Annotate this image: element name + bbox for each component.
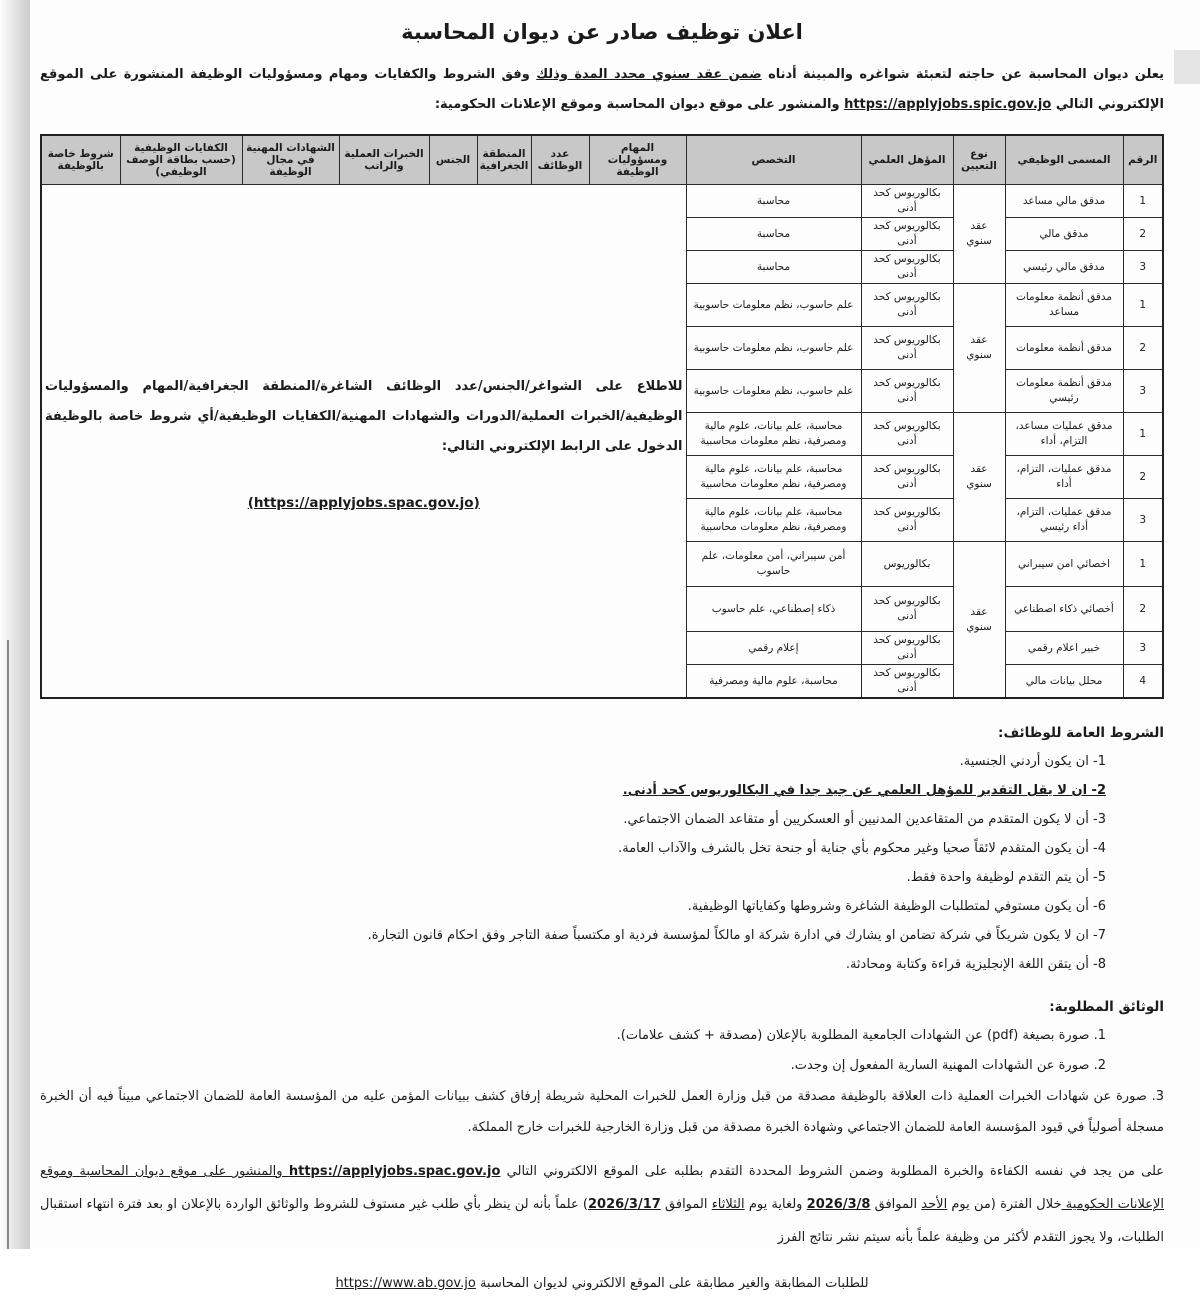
condition-item: 5- أن يتم التقدم لوظيفة واحدة فقط. bbox=[906, 870, 1106, 885]
applyjobs-table-link[interactable]: (https://applyjobs.spac.gov.jo) bbox=[247, 494, 480, 511]
end-day: الثلاثاء bbox=[711, 1197, 745, 1212]
col-header-job-title: المسمى الوظيفي bbox=[1005, 135, 1123, 185]
cell-job-title: مدقق عمليات مساعد، التزام، أداء bbox=[1005, 413, 1123, 456]
cell-specialization: محاسبة bbox=[686, 251, 861, 284]
condition-item: 6- أن يكون مستوفي لمتطلبات الوظيفة الشاغرة وشروطها وكفاياتها الوظيفية. bbox=[687, 899, 1106, 914]
table-row bbox=[41, 185, 1163, 218]
cell-qualification: بكالوريوس كحد أدنى bbox=[861, 587, 953, 632]
cell-number: 4 bbox=[1123, 665, 1163, 699]
document-item: 1. صورة بصيغة (pdf) عن الشهادات الجامعية المطلوبة بالإعلان (مصدقة + كشف علامات). bbox=[616, 1028, 1106, 1043]
closing-text-6: ) علماً بأنه لن ينظر بأي طلب غير مستوف للشروط والوثائق الواردة بالإعلان او بعد فترة انتهاء استقبال الطلبات، ولا يجوز التقدم لأكثر من وظيفة علماً بأنه سيتم نشر نتائج الفرز bbox=[40, 1197, 1164, 1245]
document-item: 2. صورة عن الشهادات المهنية السارية المفعول إن وجدت. bbox=[790, 1058, 1106, 1073]
page-title: اعلان توظيف صادر عن ديوان المحاسبة bbox=[401, 20, 803, 44]
cell-number: 2 bbox=[1123, 456, 1163, 499]
info-merged-cell bbox=[41, 185, 686, 699]
intro-text-1: يعلن ديوان المحاسبة عن حاجته لتعبئة شواغره والمبينة أدناه bbox=[761, 67, 1165, 82]
cell-job-title: أخصائي ذكاء اصطناعي bbox=[1005, 587, 1123, 632]
cell-number: 2 bbox=[1123, 327, 1163, 370]
cell-qualification: بكالوريوس كحد أدنى bbox=[861, 327, 953, 370]
col-header-duties: المهام ومسؤوليات الوظيفة bbox=[589, 135, 686, 185]
cell-qualification: بكالوريوس كحد أدنى bbox=[861, 284, 953, 327]
general-conditions-section bbox=[40, 725, 1164, 979]
cell-qualification: بكالوريوس كحد أدنى bbox=[861, 251, 953, 284]
col-header-appointment-type: نوع التعيين bbox=[953, 135, 1005, 185]
cell-number: 2 bbox=[1123, 218, 1163, 251]
cell-number: 3 bbox=[1123, 370, 1163, 413]
closing-underlined-publish: والمنشور على موقع ديوان المحاسبة وموقع الإعلانات الحكومية bbox=[40, 1164, 1164, 1212]
end-date: 2026/3/17 bbox=[588, 1197, 661, 1212]
closing-text-1: على من يجد في نفسه الكفاءة والخبرة المطلوبة وضمن الشروط المحددة التقدم بطلبه على الموقع الالكتروني التالي bbox=[500, 1164, 1165, 1179]
col-header-gender: الجنس bbox=[429, 135, 477, 185]
intro-paragraph bbox=[40, 60, 1164, 120]
cell-job-title: محلل بيانات مالي bbox=[1005, 665, 1123, 699]
cell-qualification: بكالوريوس bbox=[861, 542, 953, 587]
closing-final-text: للطلبات المطابقة والغير مطابقة على الموقع الالكتروني لديوان المحاسبة bbox=[475, 1276, 869, 1291]
cell-qualification: بكالوريوس كحد أدنى bbox=[861, 456, 953, 499]
cell-specialization: علم حاسوب، نظم معلومات حاسوبية bbox=[686, 327, 861, 370]
closing-final-line bbox=[40, 1267, 1164, 1300]
cell-specialization: أمن سيبراني، أمن معلومات، علم حاسوب bbox=[686, 542, 861, 587]
closing-text-5: الموافق bbox=[660, 1197, 712, 1212]
cell-specialization: محاسبة، علم بيانات، علوم مالية ومصرفية، نظم معلومات محاسبية bbox=[686, 499, 861, 542]
closing-text-4: ولغاية يوم bbox=[744, 1197, 807, 1212]
cell-appointment-type: عقد سنوي bbox=[953, 185, 1005, 284]
required-documents-heading: الوثائق المطلوبة: bbox=[1049, 999, 1164, 1015]
cell-job-title: مدقق أنظمة معلومات bbox=[1005, 327, 1123, 370]
cell-qualification: بكالوريوس كحد أدنى bbox=[861, 413, 953, 456]
cell-specialization: محاسبة bbox=[686, 185, 861, 218]
cell-specialization: محاسبة bbox=[686, 218, 861, 251]
cell-specialization: محاسبة، علم بيانات، علوم مالية ومصرفية، نظم معلومات محاسبية bbox=[686, 413, 861, 456]
required-documents-section bbox=[40, 999, 1164, 1143]
col-header-number: الرقم bbox=[1123, 135, 1163, 185]
cell-job-title: مدقق مالي رئيسي bbox=[1005, 251, 1123, 284]
cell-specialization: علم حاسوب، نظم معلومات حاسوبية bbox=[686, 284, 861, 327]
col-header-competencies: الكفايات الوظيفية (حسب بطاقة الوصف الوظيفي) bbox=[120, 135, 242, 185]
cell-specialization: محاسبة، علوم مالية ومصرفية bbox=[686, 665, 861, 699]
col-header-experience-salary: الخبرات العملية والراتب bbox=[339, 135, 429, 185]
cell-job-title: مدقق عمليات، التزام، أداء bbox=[1005, 456, 1123, 499]
cell-appointment-type: عقد سنوي bbox=[953, 542, 1005, 699]
table-header-row bbox=[41, 135, 1163, 185]
cell-appointment-type: عقد سنوي bbox=[953, 413, 1005, 542]
applyjobs-link[interactable]: https://applyjobs.spic.gov.jo bbox=[844, 97, 1052, 112]
audit-bureau-site-link[interactable]: https://www.ab.gov.jo bbox=[335, 1276, 476, 1291]
vacancies-table bbox=[40, 134, 1164, 699]
condition-item: 7- ان لا يكون شريكاً في شركة تضامن او يشارك في ادارة شركة او مالكاً لمؤسسة فردية او مكتسباً صفة التاجر وفق احكام قانون التجارة. bbox=[367, 928, 1106, 943]
cell-job-title: مدقق مالي bbox=[1005, 218, 1123, 251]
cell-specialization: ذكاء إصطناعي، علم حاسوب bbox=[686, 587, 861, 632]
cell-appointment-type: عقد سنوي bbox=[953, 284, 1005, 413]
cell-qualification: بكالوريوس كحد أدنى bbox=[861, 632, 953, 665]
cell-number: 1 bbox=[1123, 413, 1163, 456]
cell-job-title: مدقق أنظمة معلومات رئيسي bbox=[1005, 370, 1123, 413]
cell-number: 1 bbox=[1123, 185, 1163, 218]
condition-item: 4- أن يكون المتقدم لائقاً صحيا وغير محكوم بأي جناية أو جنحة تخل بالشرف والآداب العامة. bbox=[618, 841, 1106, 856]
start-day: الأحد bbox=[921, 1197, 948, 1212]
intro-text-2: وفق الشروط والكفايات ومهام ومسؤوليات الوظيفة المنشورة على الموقع الإلكتروني التالي bbox=[40, 67, 1164, 112]
condition-item: 2- ان لا يقل التقدير للمؤهل العلمي عن جيد جدا في البكالوريوس كحد أدنى. bbox=[622, 783, 1106, 798]
cell-number: 1 bbox=[1123, 542, 1163, 587]
col-header-special-conditions: شروط خاصة بالوظيفة bbox=[41, 135, 120, 185]
condition-item: 3- أن لا يكون المتقدم من المتقاعدين المدنيين أو العسكريين أو متقاعد الضمان الاجتماعي. bbox=[623, 812, 1106, 827]
info-cell-text: للاطلاع على الشواغر/الجنس/عدد الوظائف الشاغرة/المنطقة الجغرافية/المهام والمسؤوليات الوظيفية/الخبرات العملية/الدورات والشهادات المهنية/الكفايات الوظيفية/أي شروط خاصة بالوظيفة الدخول على الرابط الإلكتروني التالي: bbox=[45, 378, 683, 454]
cell-specialization: محاسبة، علم بيانات، علوم مالية ومصرفية، نظم معلومات محاسبية bbox=[686, 456, 861, 499]
condition-item: 8- أن يتقن اللغة الإنجليزية قراءة وكتابة ومحادثة. bbox=[845, 957, 1106, 972]
col-header-region: المنطقة الجغرافية bbox=[477, 135, 531, 185]
cell-number: 2 bbox=[1123, 587, 1163, 632]
cell-job-title: اخصائي امن سيبراني bbox=[1005, 542, 1123, 587]
cell-qualification: بكالوريوس كحد أدنى bbox=[861, 665, 953, 699]
cell-qualification: بكالوريوس كحد أدنى bbox=[861, 218, 953, 251]
col-header-positions-count: عدد الوظائف bbox=[531, 135, 589, 185]
closing-paragraph bbox=[40, 1155, 1164, 1254]
intro-underlined-contract: ضمن عقد سنوي محدد المدة وذلك bbox=[536, 67, 762, 82]
cell-qualification: بكالوريوس كحد أدنى bbox=[861, 185, 953, 218]
cell-specialization: إعلام رقمي bbox=[686, 632, 861, 665]
closing-text-3: الموافق bbox=[870, 1197, 922, 1212]
cell-job-title: مدقق مالي مساعد bbox=[1005, 185, 1123, 218]
col-header-qualification: المؤهل العلمي bbox=[861, 135, 953, 185]
cell-number: 3 bbox=[1123, 251, 1163, 284]
applyjobs-closing-link[interactable]: https://applyjobs.spac.gov.jo bbox=[288, 1164, 501, 1179]
cell-number: 3 bbox=[1123, 632, 1163, 665]
cell-job-title: خبير اعلام رقمي bbox=[1005, 632, 1123, 665]
cell-qualification: بكالوريوس كحد أدنى bbox=[861, 370, 953, 413]
intro-text-3: والمنشور على موقع ديوان المحاسبة وموقع الإعلانات الحكومية: bbox=[434, 97, 845, 112]
document-item: 3. صورة عن شهادات الخبرات العملية ذات العلاقة بالوظيفة مصدقة من قبل وزارة العمل للخبرات المحلية شريطة إرفاق كشف ببيانات المؤمن عليه من المؤسسة العامة للضمان الاجتماعي مبيناً فيه أن الخبرة مسجلة أصولياً في قيود المؤسسة العامة للضمان الاجتماعي وشهادة الخبرة مصدقة من قبل وزارة الخارجية للخبرات خارج المملكة. bbox=[40, 1089, 1164, 1135]
cell-number: 3 bbox=[1123, 499, 1163, 542]
cell-specialization: علم حاسوب، نظم معلومات حاسوبية bbox=[686, 370, 861, 413]
col-header-professional-certs: الشهادات المهنية في مجال الوظيفة bbox=[242, 135, 339, 185]
start-date: 2026/3/8 bbox=[806, 1197, 871, 1212]
cell-job-title: مدقق عمليات، التزام، أداء رئيسي bbox=[1005, 499, 1123, 542]
cell-job-title: مدقق أنظمة معلومات مساعد bbox=[1005, 284, 1123, 327]
cell-number: 1 bbox=[1123, 284, 1163, 327]
closing-text-2: خلال الفترة (من يوم bbox=[947, 1197, 1062, 1212]
cell-qualification: بكالوريوس كحد أدنى bbox=[861, 499, 953, 542]
condition-item: 1- ان يكون أردني الجنسية. bbox=[959, 754, 1106, 769]
col-header-specialization: التخصص bbox=[686, 135, 861, 185]
general-conditions-heading: الشروط العامة للوظائف: bbox=[998, 725, 1164, 741]
